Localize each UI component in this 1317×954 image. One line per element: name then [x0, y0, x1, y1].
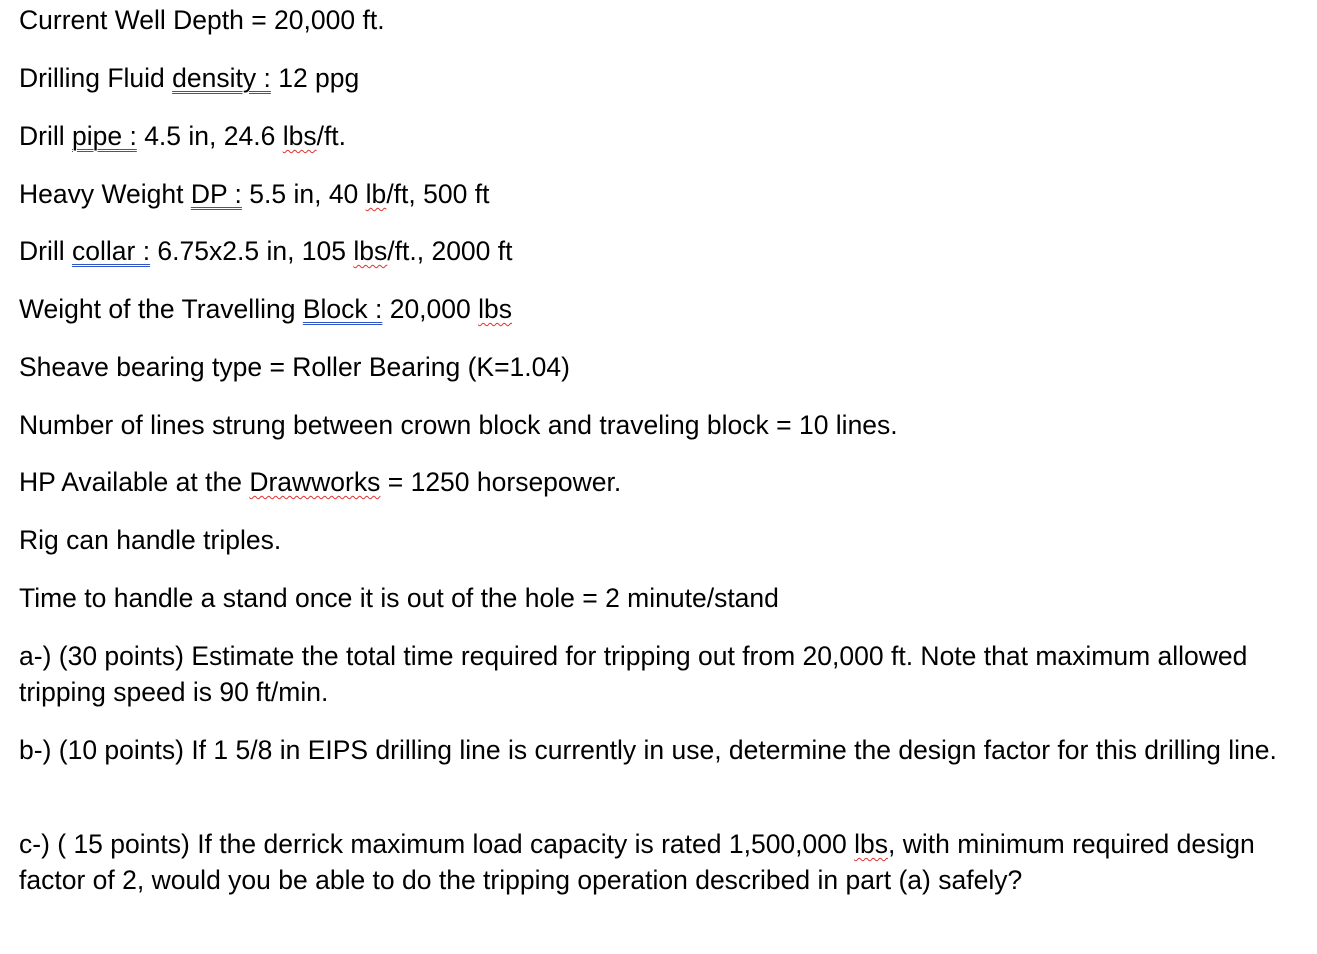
heavy-weight-dp-unit: lb: [365, 179, 387, 209]
drawworks-hp-label: HP Available at the: [19, 467, 250, 497]
well-depth-line: Current Well Depth = 20,000 ft.: [19, 5, 385, 35]
drill-pipe-unit: lbs: [282, 121, 317, 151]
drill-pipe-unit-suffix: /ft.: [316, 121, 347, 151]
stand-time-line: Time to handle a stand once it is out of the hole = 2 minute/stand: [19, 583, 779, 613]
drawworks-hp-value: = 1250 horsepower.: [380, 467, 622, 497]
drill-pipe-key: pipe :: [72, 121, 137, 151]
triples-line: Rig can handle triples.: [19, 525, 282, 555]
heavy-weight-dp-key: DP :: [190, 179, 242, 209]
drawworks-key: Drawworks: [249, 467, 381, 497]
drill-collar-suffix: /ft., 2000 ft: [387, 236, 513, 266]
drill-collar-line: [19, 233, 513, 269]
density-key: density :: [172, 63, 271, 93]
question-c-text: c-) ( 15 points) If the derrick maximum load capacity is rated 1,500,000: [19, 829, 855, 859]
travelling-block-unit: lbs: [478, 294, 513, 324]
drill-collar-value: 6.75x2.5 in, 105: [150, 236, 354, 266]
drilling-fluid-line: [19, 60, 359, 96]
number-of-lines-line: Number of lines strung between crown block and traveling block = 10 lines.: [19, 410, 898, 440]
question-b: b-) (10 points) If 1 5/8 in EIPS drilling line is currently in use, determine the design factor for this drilling line.: [19, 735, 1277, 765]
travelling-block-key: Block :: [302, 294, 383, 324]
sheave-bearing-line: Sheave bearing type = Roller Bearing (K=1.04): [19, 352, 570, 382]
drawworks-hp-line: [19, 464, 621, 500]
heavy-weight-dp-suffix: /ft, 500 ft: [386, 179, 490, 209]
drill-collar-unit: lbs: [353, 236, 388, 266]
question-c-text-rest: , with minimum required design factor of 2, would you be able to do the tripping operation described in part (a) safely?: [19, 829, 1255, 895]
drill-pipe-value: 4.5 in, 24.6: [136, 121, 283, 151]
question-c: [19, 826, 1289, 898]
drill-pipe-label: Drill: [19, 121, 72, 151]
drilling-fluid-label: Drilling Fluid: [19, 63, 173, 93]
question-a: a-) (30 points) Estimate the total time required for tripping out from 20,000 ft. Note that maximum allowed tripping speed is 90 ft/min.: [19, 641, 1248, 707]
density-value: 12 ppg: [270, 63, 360, 93]
drill-collar-key: collar :: [72, 236, 151, 266]
heavy-weight-dp-value: 5.5 in, 40: [241, 179, 366, 209]
heavy-weight-dp-label: Heavy Weight: [19, 179, 191, 209]
drill-pipe-line: [19, 118, 346, 154]
question-c-unit: lbs: [854, 829, 889, 859]
travelling-block-value: 20,000: [382, 294, 479, 324]
travelling-block-label: Weight of the Travelling: [19, 294, 303, 324]
drill-collar-label: Drill: [19, 236, 72, 266]
travelling-block-line: [19, 291, 512, 327]
heavy-weight-dp-line: [19, 176, 489, 212]
